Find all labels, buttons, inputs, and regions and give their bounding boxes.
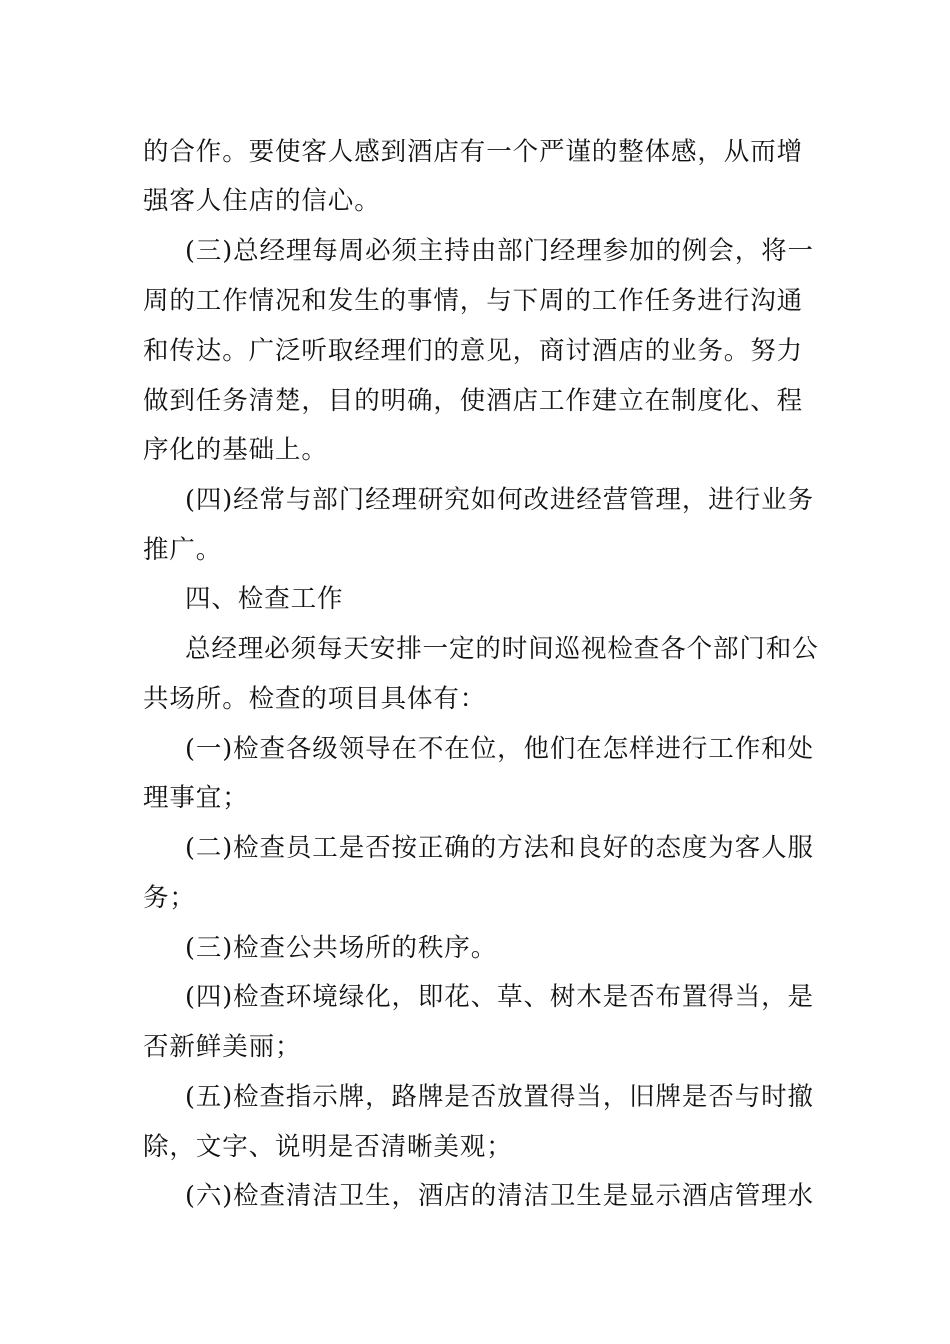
text-line: 的合作。要使客人感到酒店有一个严谨的整体感，从而增: [143, 137, 804, 167]
text-line: (五)检查指示牌，路牌是否放置得当，旧牌是否与时撤: [185, 1082, 814, 1112]
text-line: 共场所。检查的项目具体有：: [143, 684, 487, 714]
text-line: 强客人住店的信心。: [143, 186, 381, 216]
section-heading: 四、检查工作: [185, 584, 344, 614]
text-line: 总经理必须每天安排一定的时间巡视检查各个部门和公: [185, 634, 819, 664]
text-line: 做到任务清楚，目的明确，使酒店工作建立在制度化、程: [143, 386, 804, 416]
text-line: 推广。: [143, 535, 223, 565]
text-line: (三)检查公共场所的秩序。: [185, 933, 498, 963]
text-line: (三)总经理每周必须主持由部门经理参加的例会，将一: [185, 236, 814, 266]
text-line: 周的工作情况和发生的事情，与下周的工作任务进行沟通: [143, 286, 804, 316]
text-line: 理事宜；: [143, 783, 249, 813]
text-line: 否新鲜美丽；: [143, 1032, 302, 1062]
text-line: 和传达。广泛听取经理们的意见，商讨酒店的业务。努力: [143, 336, 804, 366]
text-line: 除，文字、说明是否清晰美观；: [143, 1132, 513, 1162]
text-line: (四)检查环境绿化，即花、草、树木是否布置得当，是: [185, 982, 814, 1012]
text-line: (四)经常与部门经理研究如何改进经营管理，进行业务: [185, 485, 814, 515]
text-line: (六)检查清洁卫生，酒店的清洁卫生是显示酒店管理水: [185, 1181, 814, 1211]
text-line: (一)检查各级领导在不在位，他们在怎样进行工作和处: [185, 734, 814, 764]
text-line: 序化的基础上。: [143, 435, 328, 465]
text-line: (二)检查员工是否按正确的方法和良好的态度为客人服: [185, 833, 814, 863]
text-line: 务；: [143, 883, 196, 913]
